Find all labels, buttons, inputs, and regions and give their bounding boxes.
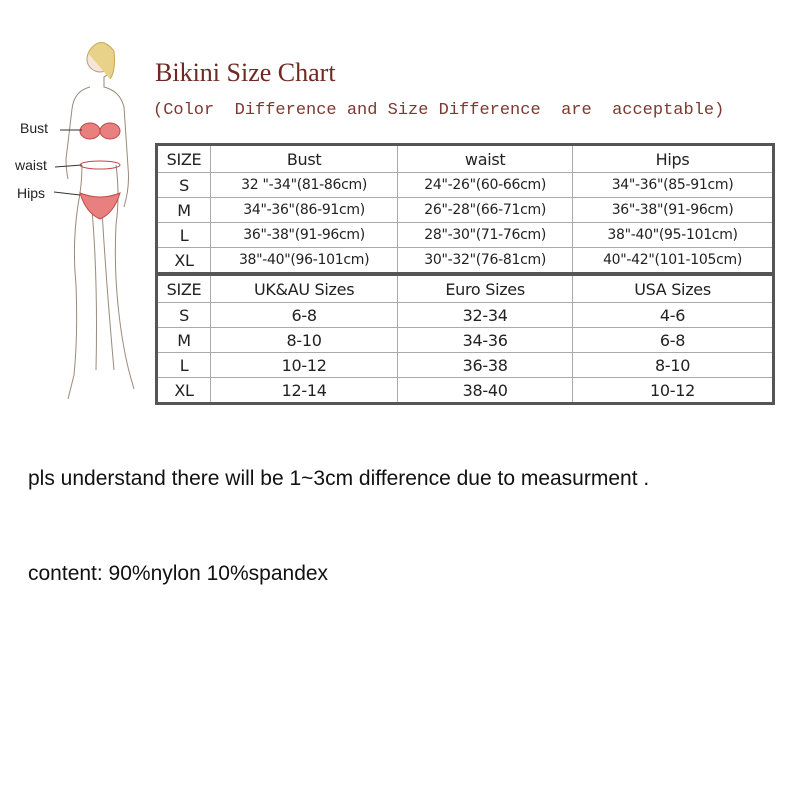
header-cell: USA Sizes (573, 274, 774, 303)
table-cell: 36"-38"(91-96cm) (211, 223, 398, 248)
size-cell: L (157, 223, 211, 248)
chart-title: Bikini Size Chart (155, 58, 336, 87)
header-cell: UK&AU Sizes (211, 274, 398, 303)
table-cell: 38"-40"(96-101cm) (211, 248, 398, 275)
table-cell: 26"-28"(66-71cm) (398, 198, 573, 223)
measurement-note: pls understand there will be 1~3cm difference due to measurment . (28, 467, 650, 490)
table-cell: 38-40 (398, 378, 573, 404)
size-cell: S (157, 173, 211, 198)
table-row (157, 353, 774, 378)
header-cell: SIZE (157, 145, 211, 173)
size-cell: M (157, 198, 211, 223)
table-cell: 38"-40"(95-101cm) (573, 223, 774, 248)
table-cell: 28"-30"(71-76cm) (398, 223, 573, 248)
bust-label: Bust (20, 120, 49, 136)
table-cell: 4-6 (573, 303, 774, 328)
table-cell: 34-36 (398, 328, 573, 353)
table-cell: 24"-26"(60-66cm) (398, 173, 573, 198)
table-cell: 36-38 (398, 353, 573, 378)
table-cell: 30"-32"(76-81cm) (398, 248, 573, 275)
table-row (157, 378, 774, 404)
table-header-row (157, 145, 774, 173)
table-cell: 32-34 (398, 303, 573, 328)
chart-subtitle: (Color Difference and Size Difference are acceptable) (153, 101, 725, 120)
table-cell: 34"-36"(86-91cm) (211, 198, 398, 223)
size-cell: XL (157, 248, 211, 275)
header-cell: Hips (573, 145, 774, 173)
material-content: content: 90%nylon 10%spandex (28, 562, 329, 585)
table-cell: 10-12 (211, 353, 398, 378)
size-cell: L (157, 353, 211, 378)
table-cell: 10-12 (573, 378, 774, 404)
model-illustration (10, 35, 150, 415)
table-row (157, 198, 774, 223)
table-cell: 40"-42"(101-105cm) (573, 248, 774, 275)
table-row (157, 223, 774, 248)
conversion-header-row (157, 274, 774, 303)
header-cell: SIZE (157, 274, 211, 303)
header-cell: waist (398, 145, 573, 173)
size-cell: M (157, 328, 211, 353)
table-cell: 12-14 (211, 378, 398, 404)
table-row (157, 303, 774, 328)
table-cell: 8-10 (573, 353, 774, 378)
table-cell: 34"-36"(85-91cm) (573, 173, 774, 198)
header-cell: Bust (211, 145, 398, 173)
table-cell: 6-8 (211, 303, 398, 328)
table-cell: 6-8 (573, 328, 774, 353)
table-row (157, 328, 774, 353)
hips-label: Hips (17, 185, 46, 201)
header-cell: Euro Sizes (398, 274, 573, 303)
table-cell: 36"-38"(91-96cm) (573, 198, 774, 223)
waist-label: waist (15, 157, 47, 173)
size-chart-table (155, 143, 775, 405)
table-cell: 32 "-34"(81-86cm) (211, 173, 398, 198)
table-cell: 8-10 (211, 328, 398, 353)
size-cell: XL (157, 378, 211, 404)
size-cell: S (157, 303, 211, 328)
table-row (157, 173, 774, 198)
table-row (157, 248, 774, 275)
